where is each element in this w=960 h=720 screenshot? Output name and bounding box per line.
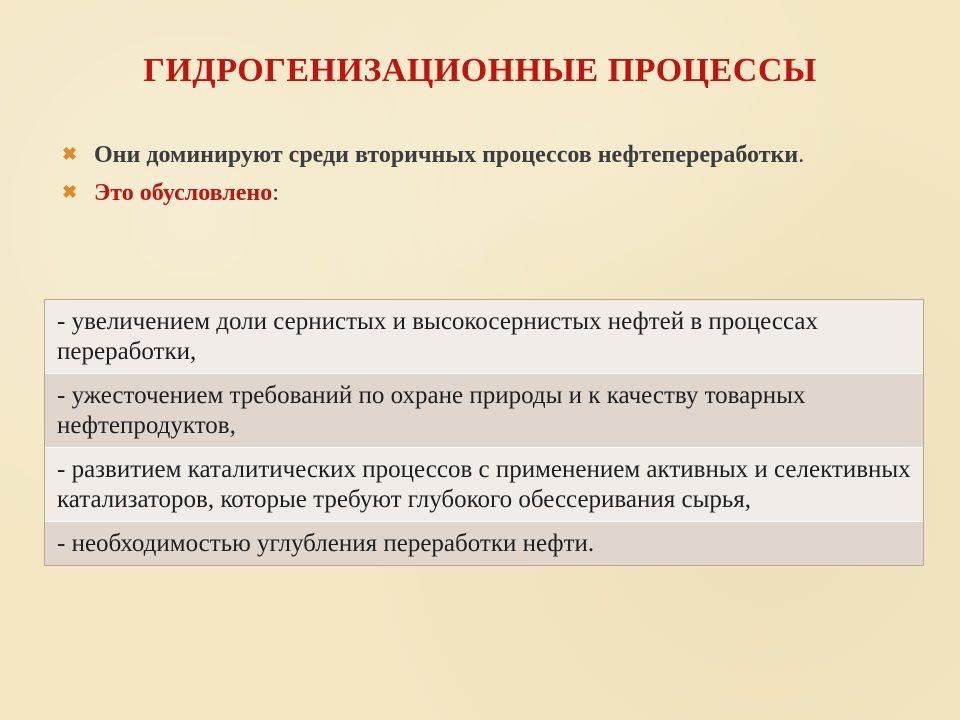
bullet-text: Это обусловлено xyxy=(94,180,273,206)
bullet-item-dominate xyxy=(62,140,882,170)
bullet-item-reason xyxy=(62,178,882,208)
bullet-tail: : xyxy=(272,180,279,206)
reason-row: - необходимостью углубления переработки нефти. xyxy=(45,522,923,565)
slide-title: ГИДРОГЕНИЗАЦИОННЫЕ ПРОЦЕССЫ xyxy=(143,52,817,89)
x-mark-icon: ✖ xyxy=(62,144,78,164)
reason-row: - ужесточением требований по охране природы и к качеству товарных нефтепродуктов, xyxy=(45,374,923,448)
reason-row: - увеличением доли сернистых и высокосернистых нефтей в процессах переработки, xyxy=(45,300,923,374)
reason-row: - развитием каталитических процессов с применением активных и селективных катализаторов, которые требуют глубокого обессеривания сырья, xyxy=(45,448,923,522)
x-mark-icon: ✖ xyxy=(62,182,78,202)
reasons-table xyxy=(44,299,924,566)
bullet-list xyxy=(62,140,882,216)
bullet-tail: . xyxy=(798,142,805,168)
bullet-text: Они доминируют среди вторичных процессов нефтепереработки xyxy=(94,142,799,168)
